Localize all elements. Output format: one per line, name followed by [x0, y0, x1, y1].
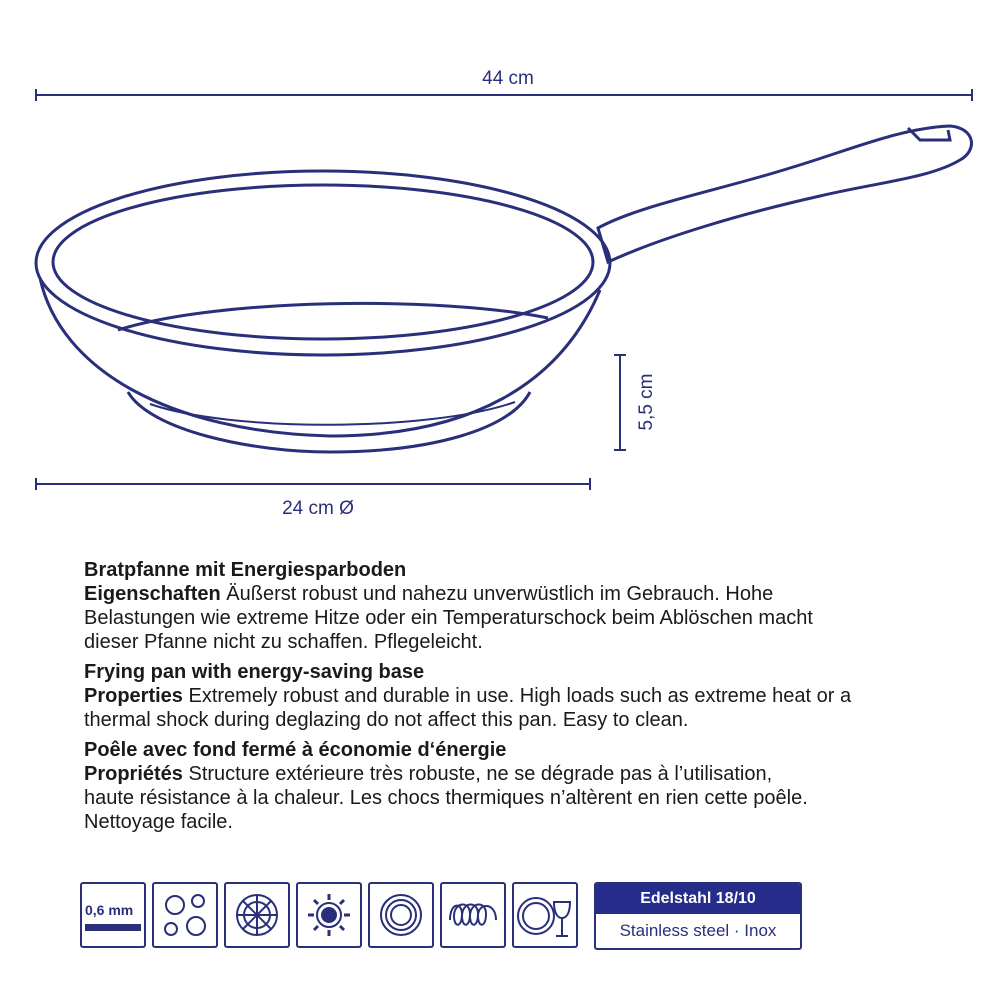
- ceramic-hob-icon: [224, 882, 290, 948]
- dishwasher-safe-icon: [512, 882, 578, 948]
- pan-base: [128, 392, 530, 452]
- length-label: 44 cm: [482, 68, 534, 89]
- description-line: Nettoyage facile.: [84, 811, 233, 833]
- description-line: thermal shock during deglazing do not affect this pan. Easy to clean.: [84, 709, 689, 731]
- description-line: Äußerst robust und nahezu unverwüstlich im Gebrauch. Hohe: [226, 583, 774, 605]
- property-name: Propriétés: [84, 763, 183, 785]
- section-english: [84, 660, 964, 732]
- property-name: Eigenschaften: [84, 583, 221, 605]
- material-subtitle: Stainless steel · Inox: [619, 921, 777, 940]
- description-line: Belastungen wie extreme Hitze oder ein Temperaturschock beim Ablöschen macht: [84, 607, 813, 629]
- section-german: [84, 558, 964, 654]
- section-title: Bratpfanne mit Energiesparboden: [84, 559, 407, 581]
- section-title: Frying pan with energy-saving base: [84, 661, 425, 683]
- diameter-label: 24 cm Ø: [282, 498, 354, 519]
- thickness-label: 0,6 mm: [85, 902, 134, 918]
- description-line: Extremely robust and durable in use. High loads such as extreme heat or a: [188, 685, 852, 707]
- height-label: 5,5 cm: [636, 373, 657, 431]
- section-title: Poêle avec fond fermé à économie d‘énergie: [84, 739, 507, 761]
- thickness-icon: [80, 882, 146, 948]
- gas-hob-icon: [296, 882, 362, 948]
- electric-hob-icon: [152, 882, 218, 948]
- halogen-hob-icon: [368, 882, 434, 948]
- icon-row: [80, 882, 960, 950]
- pan-handle: [598, 126, 971, 262]
- description-text: [84, 558, 964, 840]
- induction-hob-icon: [440, 882, 506, 948]
- material-badge: [594, 882, 802, 950]
- description-line: dieser Pfanne nicht zu schaffen. Pflegeleicht.: [84, 631, 483, 653]
- pan-body: [40, 278, 600, 436]
- description-line: Structure extérieure très robuste, ne se dégrade pas à l’utilisation,: [188, 763, 773, 785]
- material-title: Edelstahl 18/10: [596, 884, 800, 914]
- section-french: [84, 738, 964, 834]
- pan-rim-inner: [53, 185, 593, 339]
- description-line: haute résistance à la chaleur. Les chocs thermiques n’altèrent en rien cette poêle.: [84, 787, 808, 809]
- property-name: Properties: [84, 685, 183, 707]
